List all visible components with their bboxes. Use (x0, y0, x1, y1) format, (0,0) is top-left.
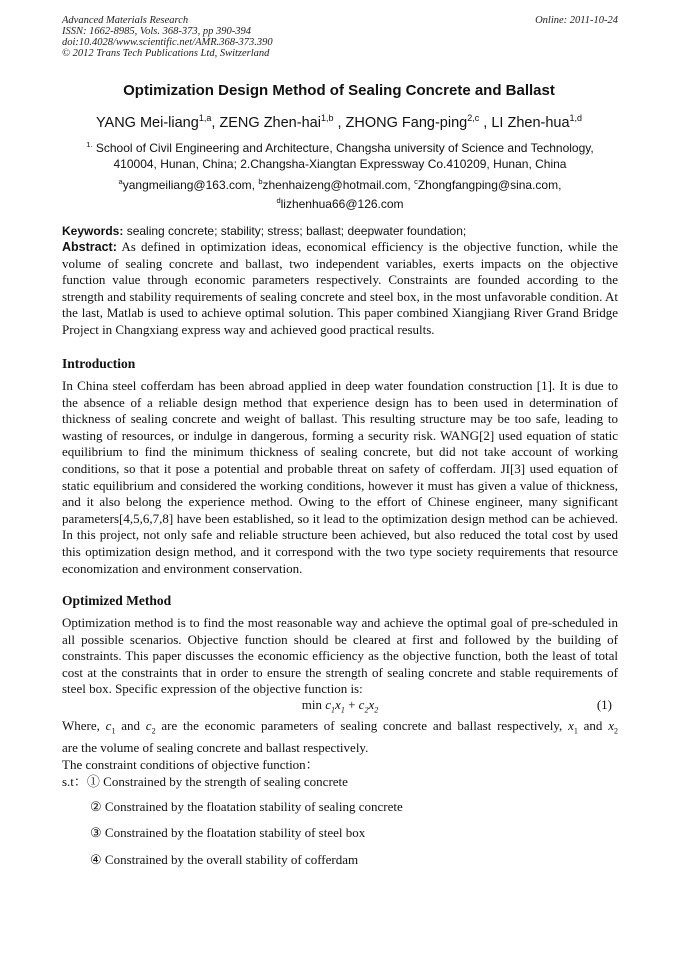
where-line-1 (62, 718, 618, 740)
constraint-1: s.t：① Constrained by the strength of sealing concrete (62, 774, 348, 789)
eq-x1: x (335, 697, 341, 712)
where-text: and (577, 718, 609, 733)
var-x2: x (608, 718, 614, 733)
email-sup: d (276, 196, 281, 205)
abstract (62, 239, 618, 339)
eq-plus: + (344, 697, 359, 712)
where-text: and (115, 718, 146, 733)
var-c2: c (145, 718, 152, 733)
abstract-label: Abstract: (62, 240, 117, 254)
var-sub: 2 (613, 726, 618, 736)
introduction-heading: Introduction (62, 356, 136, 371)
equation-number: (1) (596, 697, 612, 712)
constraint-3: ③ Constrained by the floatation stability of steel box (90, 825, 366, 840)
eq-sub: 2 (374, 705, 379, 715)
author-sup: 1,b (320, 113, 334, 123)
var-sub: 1 (573, 726, 578, 736)
optimized-method-heading: Optimized Method (62, 593, 172, 608)
affiliation-text: School of Civil Engineering and Architecture, Changsha university of Science and Technology, 410004, Hunan, China; 2.Changsha-Xiangtan Expressway Co.410209, Hunan, China (92, 141, 594, 171)
eq-sub: 1 (331, 705, 336, 715)
keywords-label: Keywords: (62, 224, 124, 238)
var-sub: 1 (111, 726, 116, 736)
online-date: Online: 2011-10-24 (535, 15, 618, 26)
author-name: ZENG Zhen-hai (219, 114, 321, 131)
eq-sub: 2 (364, 705, 369, 715)
var-sub: 2 (151, 726, 156, 736)
abstract-text: As defined in optimization ideas, economical efficiency is the objective function, while the volume of sealing concrete and ballast, two independent variables, exerts impacts on the objective function value through economic parameters respectively. Constraints are founded according to the strength and stability requirements of sealing concrete and steel box, in the most unfavorable condition. At the last, Matlab is used to achieve optimal solution. This paper combined Xiangjiang River Grand Bridge Project in Changxiang express way and achieved good practical results. (62, 239, 618, 337)
author-emails (70, 174, 610, 212)
constraint-2: ② Constrained by the floatation stability of sealing concrete (90, 799, 403, 814)
where-line-2: are the volume of sealing concrete and ballast respectively. (62, 740, 369, 756)
author-sep: , (479, 114, 488, 131)
where-text: are the economic parameters of sealing concrete and ballast respectively, (155, 718, 569, 733)
affiliation-sup: 1. (86, 140, 93, 149)
author-sup: 1,a (198, 113, 212, 123)
journal-name: Advanced Materials Research (62, 15, 189, 26)
author-name: LI Zhen-hua (491, 114, 570, 131)
keywords (62, 224, 618, 238)
journal-copyright: © 2012 Trans Tech Publications Ltd, Switzerland (62, 48, 270, 59)
journal-header (62, 15, 618, 59)
eq-min: min (301, 697, 326, 712)
where-text: Where, (62, 718, 106, 733)
email-d[interactable]: lizhenhua66@126.com (280, 197, 404, 211)
author-name: ZHONG Fang-ping (345, 114, 468, 131)
eq-x2: x (368, 697, 375, 712)
var-x1: x (568, 718, 574, 733)
author-sup: 2,c (467, 113, 480, 123)
email-sup: a (118, 177, 123, 186)
keywords-text: sealing concrete; stability; stress; ballast; deepwater foundation; (123, 224, 467, 238)
eq-c1: c (325, 697, 332, 712)
affiliation (70, 137, 610, 172)
paper-title: Optimization Design Method of Sealing Concrete and Ballast (123, 82, 555, 99)
where-line-3: The constraint conditions of objective function： (62, 756, 319, 772)
author-name: YANG Mei-liang (95, 114, 199, 131)
email-sup: b (258, 177, 263, 186)
email-b[interactable]: zhenhaizeng@hotmail.com, (262, 178, 415, 192)
email-c[interactable]: Zhongfangping@sina.com, (417, 178, 562, 192)
author-sup: 1,d (569, 113, 583, 123)
equation-expression (62, 697, 618, 715)
journal-issn: ISSN: 1662-8985, Vols. 368-373, pp 390-394 (62, 26, 251, 37)
constraint-4: ④ Constrained by the overall stability of cofferdam (90, 852, 359, 867)
var-c1: c (105, 718, 112, 733)
introduction-text: In China steel cofferdam has been abroad applied in deep water foundation construction [1]. It is due to the absence of a reliable design method that experience design has to been used in determination of thickness of sealing concrete and weight of ballast. This resulting structure may be too safe, leading to wasting of resources, or indulge in dangerous, forming a security risk. WANG[2] used equation of static equilibrium to find the minimum thickness of sealing concrete, but did not take account of working conditions, so that it pose a potential and probable threat on safety of cofferdam. JI[3] used equation of static equilibrium and considered the working conditions, however it must has given a value of thickness, and it also belong the experience method. Owing to the effort of Chinese engineer, many significant parameters[4,5,6,7,8] have been established, so it lead to the optimization design method can be achieved. In this project, not only safe and reliable structure been achieved, but also reduced the total cost by used this optimization design method, and it correspond with the two type society requirements that resource economization and environment conservation. (62, 378, 618, 576)
where-paragraph (62, 718, 618, 773)
email-a[interactable]: yangmeiliang@163.com, (122, 178, 259, 192)
eq-sub: 1 (340, 705, 345, 715)
email-sup: c (414, 177, 418, 186)
author-sep: , (211, 114, 220, 131)
author-list (0, 113, 678, 131)
optimized-method-text: Optimization method is to find the most reasonable way and achieve the optimal goal of pre-scheduled in all possible scenarios. Objective function should be cleared at first and followed by the building of constraints. This paper discusses the economic efficiency as the objective function, both the least of total cost at the constraints that in order to ensure the strength of sealing concrete and stable requirements of steel box. Specific expression of the objective function is: (62, 615, 618, 697)
author-sep: , (333, 114, 346, 131)
journal-doi[interactable]: doi:10.4028/www.scientific.net/AMR.368-373.390 (62, 37, 273, 48)
eq-c2: c (358, 697, 365, 712)
